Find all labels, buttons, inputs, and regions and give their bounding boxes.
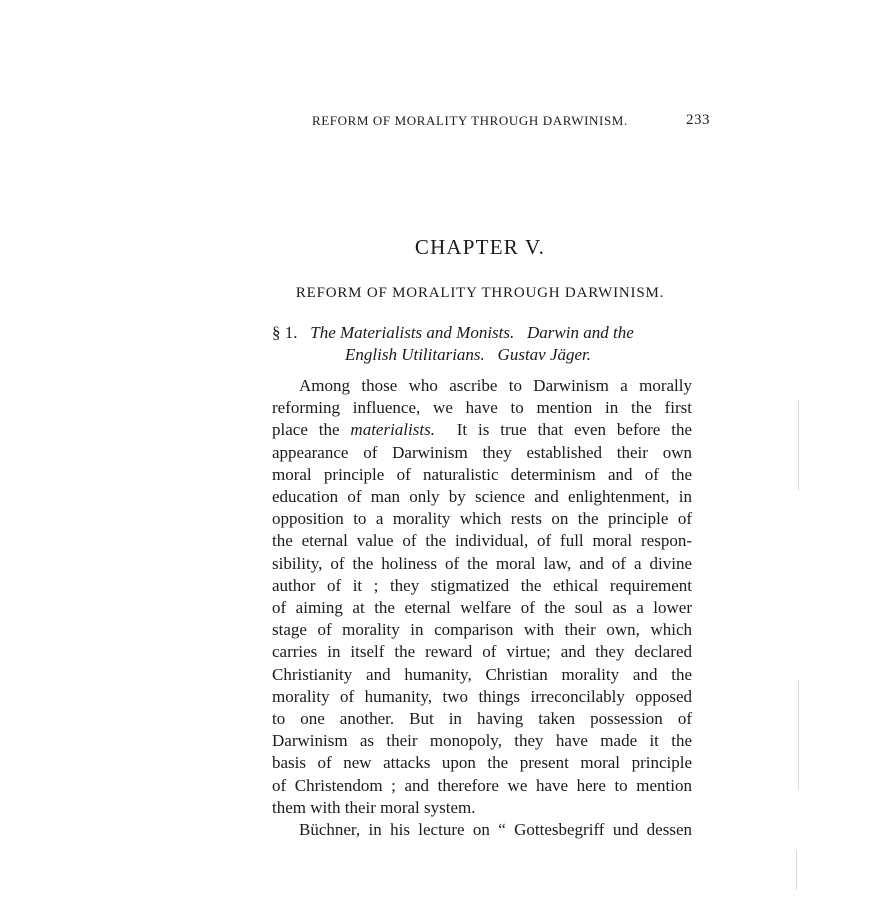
text-line: them with their moral system. <box>272 797 476 817</box>
text-line: to one another. But in having taken possession of <box>272 709 692 729</box>
text-segment: place the <box>272 420 340 440</box>
text-line: Darwinism as their monopoly, they have made it the <box>272 731 692 751</box>
text-segment: It is true that even before the <box>456 420 693 440</box>
running-head-title: REFORM OF MORALITY THROUGH DARWINISM. <box>312 113 628 128</box>
text-line <box>272 419 692 441</box>
page-number: 233 <box>686 112 710 128</box>
chapter-title: REFORM OF MORALITY THROUGH DARWINISM. <box>295 285 665 301</box>
section-topic-c: English Utilitarians. <box>345 345 485 364</box>
text-line: carries in itself the reward of virtue; and they declared <box>272 642 692 662</box>
text-line: reforming influence, we have to mention in the first <box>272 398 692 418</box>
chapter-heading: CHAPTER V. <box>414 235 546 259</box>
text-line: author of it ; they stigmatized the ethical requirement <box>272 575 692 595</box>
text-line: Christianity and humanity, Christian morality and the <box>272 664 692 684</box>
text-line: appearance of Darwinism they established their own <box>272 442 692 462</box>
text-line: education of man only by science and enlightenment, in <box>272 487 692 507</box>
section-mark: § 1. <box>272 323 298 342</box>
text-line: sibility, of the holiness of the moral law, and of a divine <box>272 553 692 573</box>
text-line: of aiming at the eternal welfare of the soul as a lower <box>272 598 692 618</box>
text-line: stage of morality in comparison with their own, which <box>272 620 692 640</box>
emphasis-materialists: materialists. <box>350 420 435 440</box>
section-heading-line-2 <box>272 344 690 366</box>
text-line: morality of humanity, two things irreconcilably opposed <box>272 686 692 706</box>
section-topic-a: The Materialists and Monists. <box>310 323 515 342</box>
text-line: opposition to a morality which rests on the principle of <box>272 509 692 529</box>
body-text <box>272 375 692 841</box>
text-line: the eternal value of the individual, of full moral respon- <box>272 531 692 551</box>
section-heading-line-1 <box>272 322 690 344</box>
section-topic-d: Gustav Jäger. <box>497 345 592 364</box>
scan-artifact <box>798 680 799 790</box>
text-line: of Christendom ; and therefore we have here to mention <box>272 775 692 795</box>
section-heading <box>272 322 690 366</box>
scan-artifact <box>798 400 799 490</box>
scan-artifact <box>796 850 797 890</box>
section-topic-b: Darwin and the <box>527 323 634 342</box>
text-line: Among those who ascribe to Darwinism a morally <box>299 376 692 395</box>
text-line: basis of new attacks upon the present moral principle <box>272 753 692 773</box>
text-line: Büchner, in his lecture on “ Gottesbegriff und dessen <box>299 820 692 840</box>
text-line: moral principle of naturalistic determinism and of the <box>272 464 692 484</box>
